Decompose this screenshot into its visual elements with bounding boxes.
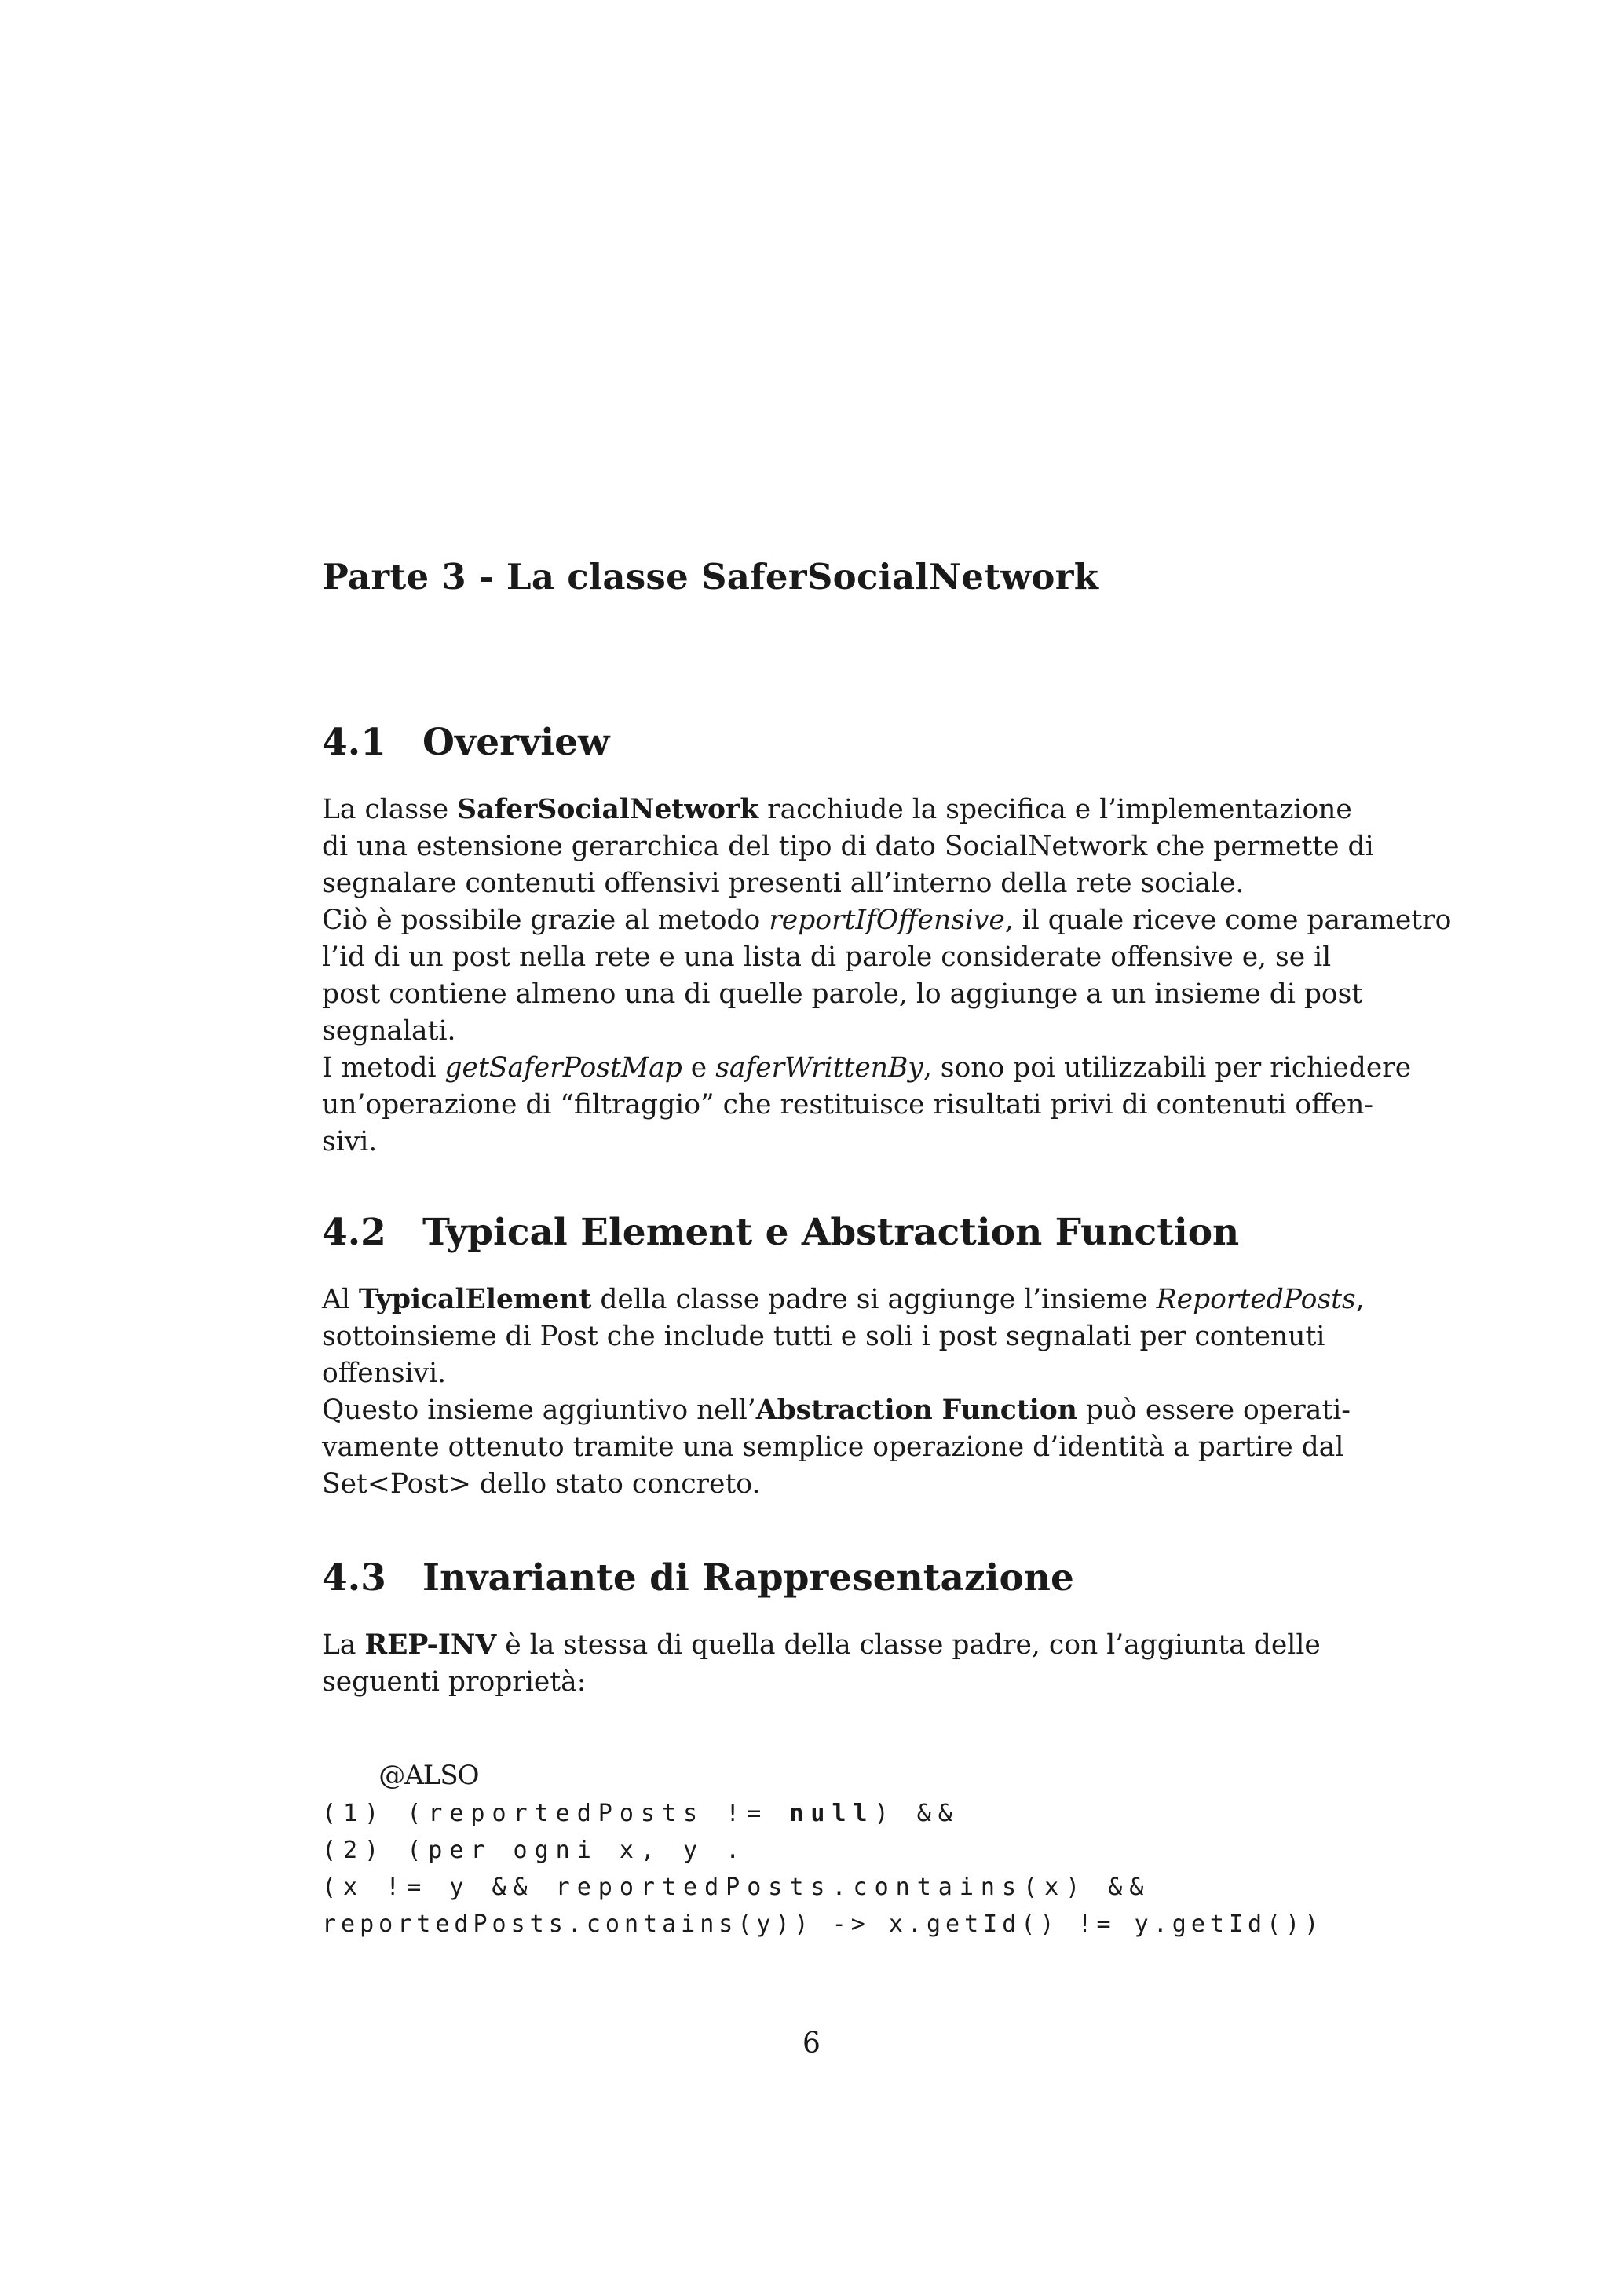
code-line: (2) (per ogni x, y .: [322, 1837, 748, 1864]
text-line: sottoinsieme di Post che include tutti e soli i post segnalati per contenuti: [322, 1321, 1325, 1352]
section-number: 4.1: [322, 721, 386, 764]
text-line: Set<Post> dello stato concreto.: [322, 1468, 761, 1500]
section-body-overview: [322, 792, 1452, 1161]
section-title: Overview: [422, 721, 610, 764]
text-line: di una estensione gerarchica del tipo di dato SocialNetwork che permette di: [322, 831, 1374, 862]
text-line: sivi.: [322, 1126, 378, 1157]
section-number: 4.2: [322, 1211, 386, 1254]
section-number: 4.3: [322, 1556, 386, 1600]
page-number: 6: [802, 2027, 821, 2060]
text-line: offensivi.: [322, 1358, 447, 1389]
text-line: Questo insieme aggiuntivo nell’Abstraction Function può essere operati-: [322, 1395, 1351, 1426]
section-heading-rep-inv: [322, 1556, 1074, 1600]
text-line: l’id di un post nella rete e una lista di parole considerate offensive e, se il: [322, 941, 1332, 973]
code-line: (x != y && reportedPosts.contains(x) &&: [322, 1874, 1151, 1901]
section-title: Invariante di Rappresentazione: [422, 1556, 1074, 1600]
text-line: seguenti proprietà:: [322, 1666, 587, 1698]
code-line: reportedPosts.contains(y)) -> x.getId() != y.getId()): [322, 1910, 1324, 1938]
text-line: segnalati.: [322, 1015, 456, 1047]
section-heading-overview: [322, 721, 609, 764]
section-body-rep-inv: [322, 1627, 1321, 1701]
code-listing: [322, 1720, 1323, 1980]
text-line: vamente ottenuto tramite una semplice operazione d’identità a partire dal: [322, 1431, 1344, 1463]
text-line: La REP-INV è la stessa di quella della classe padre, con l’aggiunta delle: [322, 1629, 1321, 1661]
code-annotation: @ALSO: [378, 1760, 479, 1791]
code-line: (1) (reportedPosts != null) &&: [322, 1800, 960, 1827]
text-line: segnalare contenuti offensivi presenti all’interno della rete sociale.: [322, 868, 1245, 899]
text-line: La classe SaferSocialNetwork racchiude la specifica e l’implementazione: [322, 794, 1352, 825]
part-title: Parte 3 - La classe SaferSocialNetwork: [322, 556, 1099, 598]
text-line: Al TypicalElement della classe padre si aggiunge l’insieme ReportedPosts,: [322, 1284, 1365, 1315]
text-line: un’operazione di “filtraggio” che restituisce risultati privi di contenuti offen-: [322, 1089, 1373, 1121]
text-line: post contiene almeno una di quelle parole, lo aggiunge a un insieme di post: [322, 978, 1363, 1010]
text-line: I metodi getSaferPostMap e saferWrittenBy, sono poi utilizzabili per richiedere: [322, 1052, 1412, 1084]
text-line: Ciò è possibile grazie al metodo reportIfOffensive, il quale riceve come parametro: [322, 905, 1452, 936]
section-heading-typical-element: [322, 1211, 1239, 1254]
section-body-typical-element: [322, 1281, 1365, 1503]
section-title: Typical Element e Abstraction Function: [422, 1211, 1240, 1254]
